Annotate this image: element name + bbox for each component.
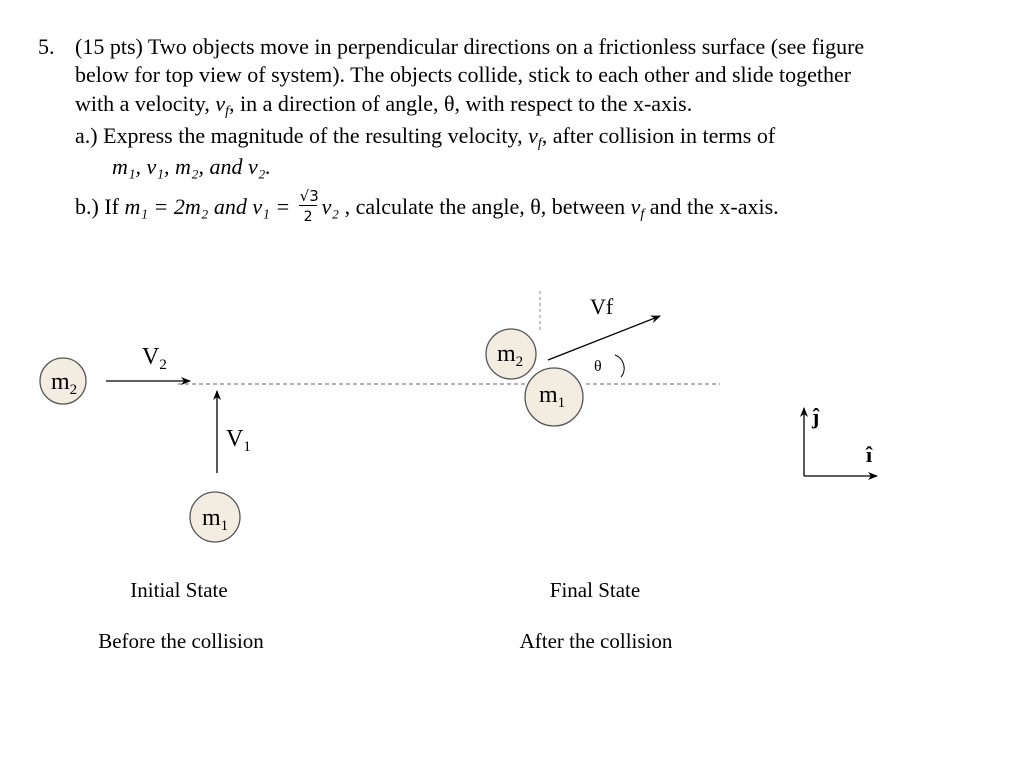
- part-b-v2: v₂: [321, 194, 340, 219]
- m1-initial-label: $m_1$: [202, 505, 229, 534]
- fraction-numerator: √3: [299, 187, 319, 205]
- problem-number: 5.: [38, 34, 55, 59]
- part-a-label: a.): [75, 123, 98, 148]
- part-a-post: , after collision in terms of: [541, 123, 776, 148]
- vf-symbol: $v_f$: [630, 194, 645, 222]
- j-hat-label: ĵ: [812, 404, 820, 429]
- initial-state-title: Initial State: [130, 578, 228, 602]
- vf-arrow: [548, 316, 660, 360]
- part-a-text: Express the magnitude of the resulting velocity,: [103, 123, 529, 148]
- part-b-post: , calculate the angle, θ, between: [344, 194, 631, 219]
- vf-symbol: $v_f$: [215, 91, 229, 119]
- fraction-denominator: 2: [303, 209, 313, 225]
- part-b-pre: If: [104, 194, 125, 219]
- final-state-title: Final State: [549, 578, 641, 602]
- part-a-vars: m₁, v₁, m₂, and v₂.: [112, 154, 271, 179]
- part-b-equation: m₁ = 2m₂ and v₁ =: [124, 194, 291, 219]
- line3-pre: with a velocity,: [75, 91, 216, 116]
- problem-line-2: below for top view of system). The objects collide, stick to each other and slide together: [75, 62, 852, 87]
- m2-final-label: $m_2$: [497, 341, 524, 370]
- m1-final-label: $m_1$: [539, 382, 566, 411]
- i-hat-label: î: [866, 442, 873, 467]
- line3-post: , in a direction of angle, θ, with respect to the x-axis.: [228, 91, 693, 116]
- theta-arc: [615, 355, 624, 377]
- v2-label: $V_2$: [142, 344, 167, 373]
- problem-line-1: (15 pts) Two objects move in perpendicular directions on a frictionless surface (see figure: [75, 34, 865, 59]
- part-b-end: and the x-axis.: [644, 194, 779, 219]
- part-b-label: b.): [75, 194, 99, 219]
- vf-symbol: $v_f$: [528, 123, 542, 151]
- v1-label: $V_1$: [226, 426, 251, 455]
- theta-label: θ: [594, 358, 602, 375]
- initial-state-caption: Before the collision: [98, 629, 264, 653]
- m2-initial-label: $m_2$: [51, 369, 78, 398]
- final-state-caption: After the collision: [519, 629, 673, 653]
- vf-label: Vf: [590, 294, 614, 319]
